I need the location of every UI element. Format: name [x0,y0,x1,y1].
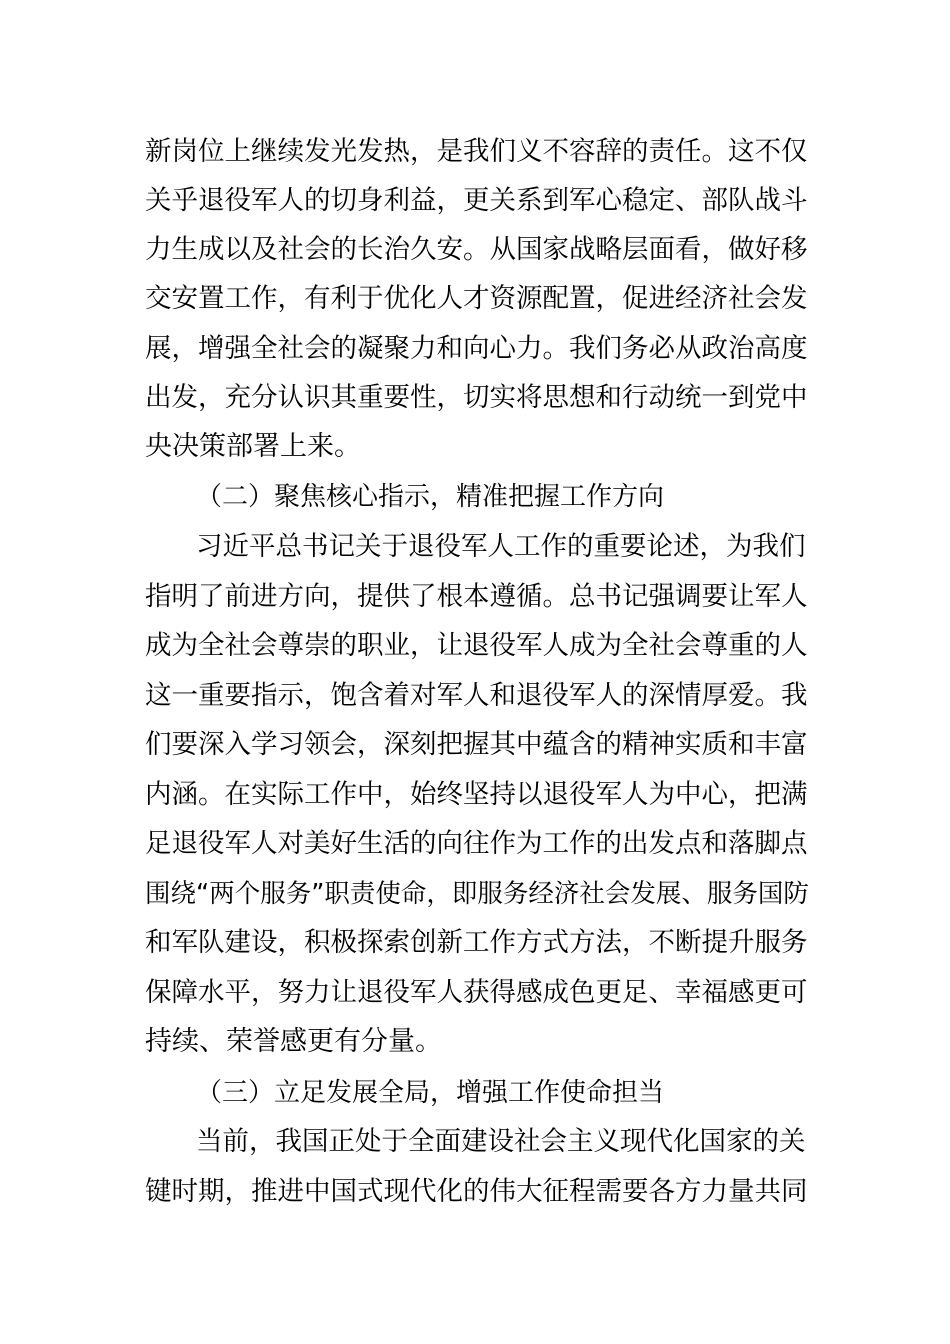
body-text-line: 足退役军人对美好生活的向往作为工作的出发点和落脚点 [145,828,808,859]
body-text-line: 指明了前进方向，提供了根本遵循。总书记强调要让军人 [145,581,808,612]
body-text-line: 力生成以及社会的长治久安。从国家战略层面看，做好移 [145,234,808,265]
section-heading: （三）立足发展全局，增强工作使命担当 [196,1078,665,1108]
body-text-line: 习近平总书记关于退役军人工作的重要论述，为我们 [196,531,806,562]
section-heading: （二）聚焦核心指示，精准把握工作方向 [196,482,665,512]
body-text-line: 交安置工作，有利于优化人才资源配置，促进经济社会发 [145,283,808,314]
body-text-line: 围绕“两个服务”职责使命，即服务经济社会发展、服务国防 [145,879,809,909]
body-text-line: 持续、荣誉感更有分量。 [145,1026,442,1057]
body-text-line: 保障水平，努力让退役军人获得感成色更足、幸福感更可 [145,977,808,1008]
body-text-line: 关乎退役军人的切身利益，更关系到军心稳定、部队战斗 [145,185,808,216]
body-text-line: 键时期，推进中国式现代化的伟大征程需要各方力量共同 [145,1176,808,1207]
body-text-line: 出发，充分认识其重要性，切实将思想和行动统一到党中 [145,382,808,413]
body-text-line: 和军队建设，积极探索创新工作方式方法，不断提升服务 [145,927,808,958]
body-text-line: 内涵。在实际工作中，始终坚持以退役军人为中心，把满 [145,779,808,810]
body-text-line: 当前，我国正处于全面建设社会主义现代化国家的关 [196,1126,806,1157]
body-text-line: 央决策部署上来。 [145,431,361,462]
body-text-line: 们要深入学习领会，深刻把握其中蕴含的精神实质和丰富 [145,729,808,760]
body-text-line: 展，增强全社会的凝聚力和向心力。我们务必从政治高度 [145,333,808,364]
body-text-line: 成为全社会尊崇的职业，让退役军人成为全社会尊重的人 [145,630,808,661]
body-text-line: 新岗位上继续发光发热，是我们义不容辞的责任。这不仅 [145,136,808,167]
body-text-line: 这一重要指示，饱含着对军人和退役军人的深情厚爱。我 [145,680,808,711]
